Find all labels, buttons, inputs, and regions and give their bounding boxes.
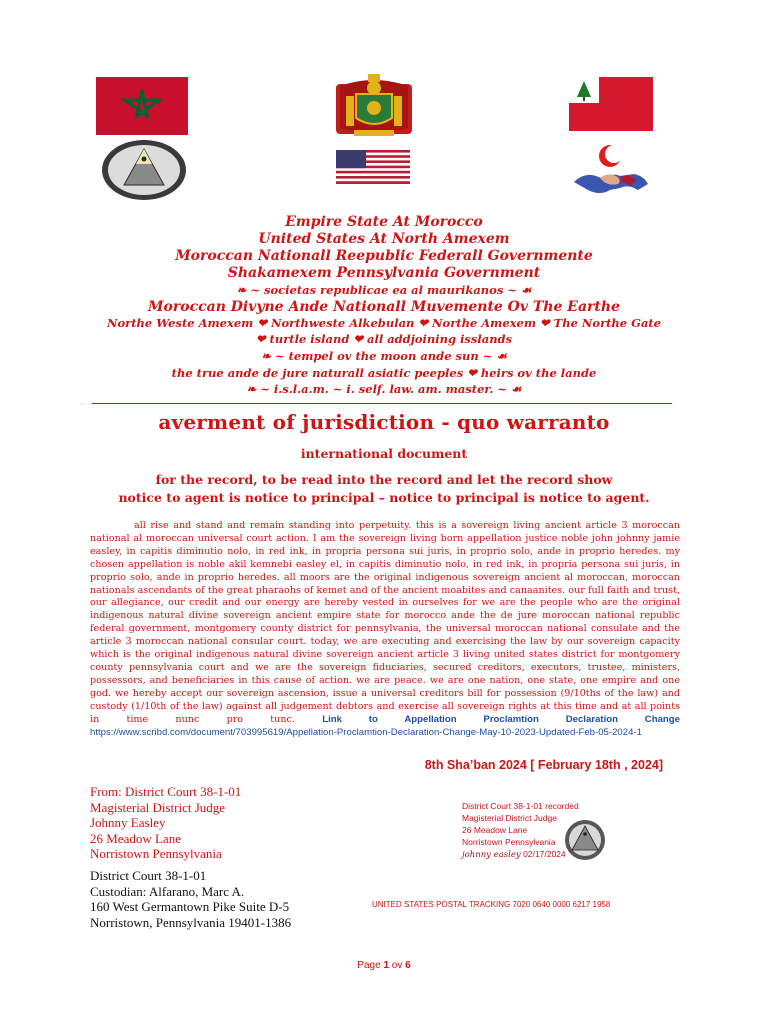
proclamation-url[interactable]: https://www.scribd.com/document/703995619/Appellation-Proclamtion-Declaration-Change-May-10-2023-Updated-Feb-05-2024-1 [90,726,642,738]
header-line-10: the true ande de jure naturall asiatic peeples ❤ heirs ov the lande [171,366,597,380]
header-line-3: Moroccan Nationall Reepublic Federall Governmente [175,248,593,264]
document-subtitle: international document [300,446,468,461]
flourish-left-icon: ❧ [261,349,275,363]
header-line-5 [0,283,768,297]
royal-coat-of-arms-icon [330,68,418,140]
from-line: Norristown Pennsylvania [90,846,222,862]
usa-flag-icon [336,150,410,184]
flourish-right-icon: ☙ [492,349,507,363]
signature: johnny easley [462,850,521,860]
crescent-handshake-icon [570,142,652,194]
flourish-left-icon: ❧ [246,382,261,396]
postal-tracking: UNITED STATES POSTAL TRACKING 7020 0640 0000 6217 1958 [372,900,611,909]
stamp-line: Norristown Pennsylvania [462,837,556,847]
header-line-11-text: ~ i.s.l.a.m. ~ i. self. law. am. master. ~ [260,382,508,396]
to-line: District Court 38-1-01 [90,868,207,883]
page-middle: ov [389,960,406,971]
stamp-line: 26 Meadow Lane [462,825,528,835]
proclamation-link[interactable]: Link to Appellation Proclamtion Declaration Change [322,713,680,725]
flourish-left-icon: ❧ [236,283,251,297]
header-line-7: Northe Weste Amexem ❤ Northweste Alkebulan ❤ Northe Amexem ❤ The Northe Gate [106,316,662,330]
from-line: Magisterial District Judge [90,799,226,815]
record-line-1: for the record, to be read into the record and let the record show [155,472,613,487]
flourish-right-icon: ☙ [516,283,532,297]
pyramid-seal-icon [100,139,188,201]
body-text: all rise and stand and remain standing into perpetuity. this is a sovereign living ancient article 3 moroccan national al moroccan universal court action. I am the sovereign living born appellation justice noble john johnny jamie easley, in capitis diminutio nolo, in red ink, in propria persona sui juris, in proprio solo, ande in proprio heredes. my chosen appellation is noble akil kemnebi easley el, in capitis diminutio nolo, in red ink, in propria persona sui juris, in proprio solo, ande in proprio heredes. all moors are the original indigenous sovereign ancient al moroccan, moroccan nationals ascendants of the great pharaohs of kemet and of the ancient moabites and canaanites. our full faith and trust, our allegiance, our credit and our energy are hereby vested in ourselves for we are the people who are the original indigenous natural divine sovereign ancient empire state for morocco ande the de jure moroccan national republic federal government, montgomery county district for pennsylvania, the universal moroccan national consulate and the article 3 moroccan national consular court. today, we are executing and exercising the law by our sovereign capacity which is the original indigenous natural divine sovereign ancient article 3 living united states district for montgomery county pennsylvania court and we are the sovereign fiduciaries, secured creditors, executors, trustee, ministers, possessors, and beneficiaries in this cause of action. we are peace. we are one nation, one state, one empire and one god. we hereby accept our sovereign ascension, issue a universal creditors bill for possession (9/10ths of the law) and custody (1/10th of the law) against all judgement debtors and exercise all sovereign rights at this time and at all points in time nunc pro tunc. [90,520,680,725]
document-title: averment of jurisdiction - quo warranto [158,410,610,434]
from-line: Johnny Easley [90,815,166,831]
to-line: Norristown, Pennsylvania 19401-1386 [90,914,292,930]
record-line-2: notice to agent is notice to principal – notice to principal is notice to agent. [118,490,650,505]
page-total: 6 [405,960,411,971]
pyramid-seal-small-icon [560,818,610,862]
header-line-5-text: ~ societas republicae ea al maurikanos ~ [250,283,517,297]
body-paragraph [90,520,680,739]
header-line-9 [0,349,768,363]
header-line-1: Empire State At Morocco [285,214,483,230]
header-divider [92,403,672,404]
morocco-flag-icon [96,77,188,135]
page-current: 1 [383,960,389,971]
from-address [90,784,241,862]
page-number [0,960,768,971]
header-line-6: Moroccan Divyne Ande Nationall Muvemente Ov The Earthe [148,299,620,315]
red-white-pine-flag-icon [569,77,653,131]
header-line-9-text: ~ tempel ov the moon ande sun ~ [274,349,493,363]
from-line: 26 Meadow Lane [90,830,181,846]
flourish-right-icon: ☙ [507,382,522,396]
from-line: From: District Court 38-1-01 [90,784,242,799]
stamp-line: Magisterial District Judge [462,813,557,823]
header-line-11 [0,382,768,396]
header-line-8: ❤ turtle island ❤ all addjoining isslands [255,332,513,346]
stamp-date: 02/17/2024 [523,849,566,859]
to-address [90,868,291,930]
to-line: Custodian: Alfarano, Marc A. [90,883,245,899]
header-line-2: United States At North Amexem [258,231,510,247]
date-line: 8th Sha’ban 2024 [ February 18th , 2024] [424,758,663,772]
stamp-line: District Court 38-1-01 recorded [462,801,579,811]
header-line-4: Shakamexem Pennsylvania Government [227,265,541,281]
to-line: 160 West Germantown Pike Suite D-5 [90,899,290,915]
page-prefix: Page [357,960,384,971]
